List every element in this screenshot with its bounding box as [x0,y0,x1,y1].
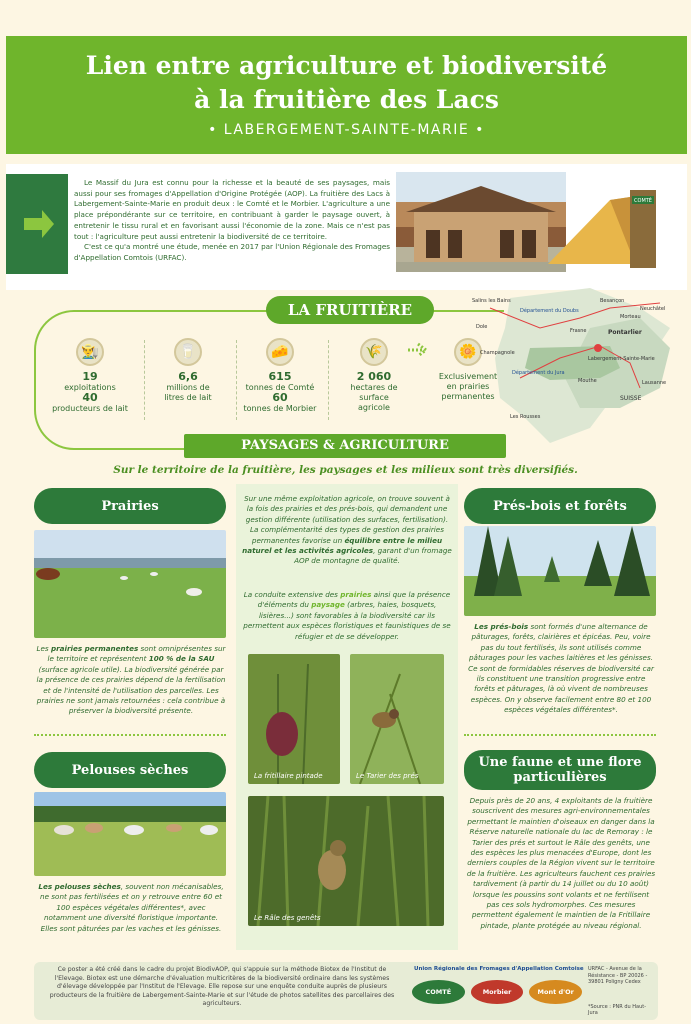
divider [464,734,656,736]
farmer-icon: 👨‍🌾 [76,338,104,366]
svg-text:Morteau: Morteau [620,314,641,320]
cheese-label: COMTÉ [634,198,652,204]
page-subtitle: • LABERGEMENT-SAINTE-MARIE • [208,122,485,138]
mont-dor-logo: Mont d'Or [529,980,582,1004]
pelouses-photo [34,792,226,876]
pelouses-title: Pelouses sèches [34,752,226,788]
tarier-caption: Le Tarier des prés [356,772,419,780]
prairies-photo [34,530,226,638]
faune-title: Une faune et une flore particulières [464,750,656,790]
stat-milk: 🥛 6,6 millions de litres de lait [144,338,232,403]
intro-paragraph-1: Le Massif du Jura est connu pour la richesse et la beauté de ses paysages, mais aussi pour ses fromages d'Appellation d'Origine Protégée (AOP). La fruitière des Lacs à Labergement-Sainte-Marie en produit deux : le Comté et le Morbier. L'agriculture a une place prépondérante sur ce territoire, en contribuant à garder le paysage ouvert, à entretenir le tissu rural et en favorisant aussi l'économie de la zone. Mais ce n'est pas tout : l'agriculture peut aussi entretenir la biodiversité de ce territoire. [74,178,390,241]
prairies-title: Prairies [34,488,226,524]
paysages-lead: Sur le territoire de la fruitière, les paysages et les milieux sont très diversifiés. [113,464,578,476]
intro-paragraph-2: C'est ce qu'a montré une étude, menée en 2017 par l'Union Régionale des Fromages d'Appellation Comtois (URFAC). [74,242,390,262]
center-paragraph-1: Sur une même exploitation agricole, on trouve souvent à la fois des prairies et des prés-bois, qui demandent une gestion différente (utilisation des surfaces, fertilisation). La complémentarité des types de gestion des prairies permanentes favorise un équilibre entre le milieu naturel et les activités agricoles, garant d'un fromage AOP de montagne de qualité. [242,494,452,566]
svg-text:Neuchâtel: Neuchâtel [640,306,666,312]
svg-text:Frasne: Frasne [570,328,587,334]
divider [34,734,226,736]
location-pin-icon [594,344,602,352]
prairies-text: Les prairies permanentes sont omniprésentes sur le territoire et représentent 100 % de la SAU (surface agricole utile). La biodiversité générée par la présence de ces prairies dépend de la fertilisation et de l'intensité de l'utilisation des parcelles. Les prairies ne sont jamais retournées : cela contribue à préserver la biodiversité présente. [36,644,226,716]
svg-text:SUISSE: SUISSE [620,395,642,402]
rale-photo [248,796,444,926]
stat-surface: 🌾 2 060 hectares de surface agricole [330,338,418,413]
svg-text:Département du Jura: Département du Jura [512,370,565,376]
page-title-line2: à la fruitière des Lacs [194,85,499,114]
fritillaire-photo [248,654,340,784]
intro-arrow-box [6,174,68,274]
milk-icon: 🥛 [174,338,202,366]
svg-text:Mouthe: Mouthe [578,378,597,384]
svg-text:Champagnole: Champagnole [480,350,515,356]
presbois-text: Les prés-bois sont formés d'une alternance de pâturages, forêts, clairières et épicéas. Peu, voire pas du tout fertilisés, ils sont utilisés comme pâturages pour les vaches laitières et les génisses. Ce sont de formidables réserves de biodiversité car ils constituent une transition progressive entre forêts et pâturages, là où vivent de nombreuses espèces. On y observe facilement entre 80 et 100 espèces végétales différentes*. [468,622,654,715]
presbois-photo [464,526,656,616]
paysages-title: PAYSAGES & AGRICULTURE [184,434,506,458]
footer-text: Ce poster a été créé dans le cadre du projet BiodivAOP, qui s'appuie sur la méthode Biotex de l'Institut de l'Elevage. Biotex est une démarche d'évaluation multicritères de la biodiversité ordinaire dans les systèmes d'élevage développée par l'Institut de l'Elevage. Elle repose sur une enquête conduite auprès de plusieurs producteurs de la fruitière de Labergement-Sainte-Marie et sur l'étude de photos satellites des parcellaires des agriculteurs. [49,966,395,1008]
pelouses-text: Les pelouses sèches, souvent non mécanisables, ne sont pas fertilisées et on y retrouve entre 60 et 100 espèces végétales différentes*, avec notamment une diversité floristique importante. Elles sont pâturées par les vaches et les génisses. [38,882,224,933]
intro-text [74,178,390,264]
svg-text:Besançon: Besançon [600,298,625,304]
flowers-icon: 🌼 [454,338,482,366]
region-map [470,288,685,448]
comte-logo: COMTÉ [412,980,465,1004]
morbier-logo: Morbier [471,980,524,1004]
arrow-right-icon [6,174,68,274]
svg-text:Département du Doubs: Département du Doubs [520,308,579,314]
presbois-title: Prés-bois et forêts [464,488,656,524]
partner-logos [412,980,582,1004]
header-banner [6,36,687,154]
svg-text:Dole: Dole [476,324,488,330]
stat-prairies: 🌼 Exclusivement en prairies permanentes [424,338,512,402]
svg-text:Lausanne: Lausanne [642,380,667,386]
fritillaire-caption: La fritillaire pintade [254,772,323,780]
center-paragraph-2: La conduite extensive des prairies ainsi que la présence d'éléments du paysage (arbres, haies, bosquets, lisières...) sont favorables à la biodiversité car ils permettent aux espèces floristiques et faunistiques de se réfugier et de se développer. [243,590,451,641]
footer-address: URFAC - Avenue de la Résistance - BP 20026 - 39801 Poligny Cedex *Source : PNR du Haut-Jura [588,966,648,1016]
stat-exploitations: 👨‍🌾 19 exploitations 40 producteurs de lait [46,338,134,414]
urfac-name: Union Régionale des Fromages d'Appellation Comtoise [414,966,584,972]
svg-text:Pontarlier: Pontarlier [608,329,642,336]
cheese-icon: 🧀 [266,338,294,366]
rale-caption: Le Râle des genêts [254,914,321,922]
page-title-line1: Lien entre agriculture et biodiversité [85,51,608,80]
svg-text:Labergement-Sainte-Marie: Labergement-Sainte-Marie [588,356,655,362]
stat-cheese: 🧀 615 tonnes de Comté 60 tonnes de Morbier [236,338,324,414]
field-icon: 🌾 [360,338,388,366]
tarier-photo [350,654,444,784]
stat-separator [328,340,329,420]
svg-text:Salins les Bains: Salins les Bains [472,298,511,304]
faune-text: Depuis près de 20 ans, 4 exploitants de la fruitière souscrivent des mesures agri-environnementales permettant le maintien d'oiseaux en danger dans la Réserve naturelle nationale du lac de Remoray : le Tarier des prés et surtout le Râle des genêts, une des espèces les plus menacées d'Europe, dont les derniers couples de la Région vivent sur le territoire de la fruitière. Les agriculteurs fauchent ces prairies tardivement (à partir du 14 juillet ou du 10 août) lorsque les poussins sont volants et ne fertilisent pas ces sols hydromorphes. Ces mesures permettent également le maintien de la Fritillaire pintade, plante protégée au niveau régional. [466,796,656,930]
fruitiere-title: LA FRUITIÈRE [266,296,434,324]
comte-cheese-photo [540,180,660,270]
svg-text:Les Rousses: Les Rousses [510,414,541,420]
